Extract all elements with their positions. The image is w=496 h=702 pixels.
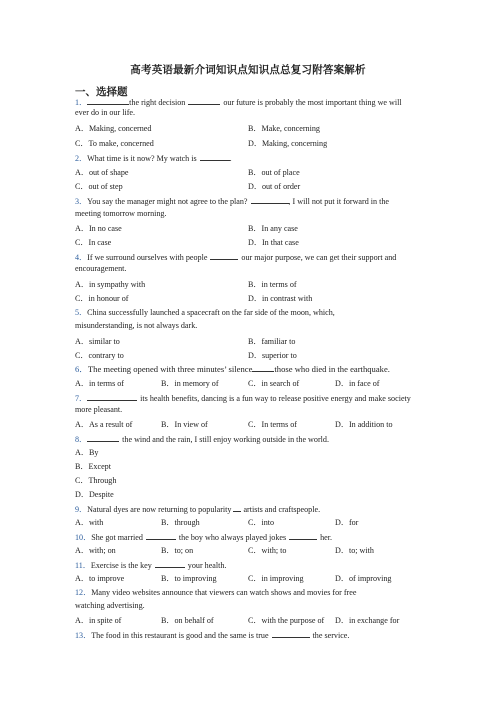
question-11: 11．Exercise is the key your health. bbox=[75, 561, 227, 570]
option-d[interactable]: D．in contrast with bbox=[248, 294, 313, 303]
option-d[interactable]: D．for bbox=[335, 518, 359, 527]
question-2: 2．What time is it now? My watch is . bbox=[75, 154, 232, 163]
option-d[interactable]: D．of improving bbox=[335, 574, 392, 583]
option-c[interactable]: C．into bbox=[248, 518, 275, 527]
option-d[interactable]: D．In that case bbox=[248, 238, 299, 247]
option-b[interactable]: B．familiar to bbox=[248, 337, 296, 346]
option-b[interactable]: B．through bbox=[161, 518, 200, 527]
option-d[interactable]: D．in face of bbox=[335, 379, 380, 388]
question-12-continuation: watching advertising. bbox=[75, 601, 145, 610]
option-b[interactable]: B．to improving bbox=[161, 574, 217, 583]
option-a[interactable]: A．In no case bbox=[75, 224, 122, 233]
option-a[interactable]: A．By bbox=[75, 448, 99, 457]
option-a[interactable]: A．Making, concerned bbox=[75, 124, 152, 133]
document-title: 高考英语最新介词知识点知识点总复习附答案解析 bbox=[130, 65, 366, 76]
option-a[interactable]: A．similar to bbox=[75, 337, 120, 346]
question-5: 5．China successfully launched a spacecraft on the far side of the moon, which, bbox=[75, 308, 335, 317]
option-d[interactable]: D．out of order bbox=[248, 182, 301, 191]
question-6: 6．The meeting opened with three minutes’ silence those who died in the earthquake. bbox=[75, 364, 390, 374]
question-3-continuation: meeting tomorrow morning. bbox=[75, 209, 167, 218]
question-3: 3．You say the manager might not agree to the plan? , I will not put it forward in the bbox=[75, 197, 389, 206]
option-d[interactable]: D．Making, concerning bbox=[248, 139, 328, 148]
option-c[interactable]: C．Through bbox=[75, 476, 117, 485]
option-b[interactable]: B．to; on bbox=[161, 546, 194, 555]
question-12: 12．Many video websites announce that viewers can watch shows and movies for free bbox=[75, 588, 357, 597]
question-8: 8． the wind and the rain, I still enjoy working outside in the world. bbox=[75, 435, 329, 444]
question-4-continuation: encouragement. bbox=[75, 264, 127, 273]
question-5-continuation: misunderstanding, is not always dark. bbox=[75, 321, 198, 330]
question-7: 7． its health benefits, dancing is a fun way to release positive energy and make society bbox=[75, 394, 411, 403]
option-c[interactable]: C．with the purpose of bbox=[248, 616, 325, 625]
option-c[interactable]: C．In case bbox=[75, 238, 112, 247]
question-number: 1． bbox=[75, 98, 88, 107]
option-a[interactable]: A．out of shape bbox=[75, 168, 129, 177]
option-d[interactable]: D．in exchange for bbox=[335, 616, 400, 625]
option-a[interactable]: A．As a result of bbox=[75, 420, 133, 429]
option-c[interactable]: C．To make, concerned bbox=[75, 139, 154, 148]
option-c[interactable]: C．In terms of bbox=[248, 420, 298, 429]
option-d[interactable]: D．In addition to bbox=[335, 420, 393, 429]
option-d[interactable]: D．superior to bbox=[248, 351, 297, 360]
option-c[interactable]: C．in improving bbox=[248, 574, 304, 583]
question-13: 13．The food in this restaurant is good and the same is true the service. bbox=[75, 631, 350, 640]
question-7-continuation: more pleasant. bbox=[75, 405, 123, 414]
question-9: 9．Natural dyes are now returning to popularity artists and craftspeople. bbox=[75, 505, 321, 514]
option-b[interactable]: B．out of place bbox=[248, 168, 300, 177]
option-b[interactable]: B．in memory of bbox=[161, 379, 219, 388]
option-b[interactable]: B．In view of bbox=[161, 420, 208, 429]
option-c[interactable]: C．in search of bbox=[248, 379, 300, 388]
section-heading: 一、选择题 bbox=[75, 87, 128, 98]
option-b[interactable]: B．Except bbox=[75, 462, 111, 471]
question-1: 1． the right decision our future is probably the most important thing we will bbox=[75, 98, 402, 107]
question-1-continuation: ever do in our life. bbox=[75, 108, 136, 117]
question-10: 10．She got married the boy who always played jokes her. bbox=[75, 533, 333, 542]
question-4: 4．If we surround ourselves with people our major purpose, we can get their support and bbox=[75, 253, 397, 262]
option-a[interactable]: A．in terms of bbox=[75, 379, 125, 388]
option-c[interactable]: C．with; to bbox=[248, 546, 287, 555]
option-c[interactable]: C．out of step bbox=[75, 182, 123, 191]
option-a[interactable]: A．to improve bbox=[75, 574, 125, 583]
option-d[interactable]: D．to; with bbox=[335, 546, 374, 555]
option-a[interactable]: A．with bbox=[75, 518, 104, 527]
option-b[interactable]: B．In any case bbox=[248, 224, 298, 233]
option-c[interactable]: C．in honour of bbox=[75, 294, 129, 303]
option-a[interactable]: A．in spite of bbox=[75, 616, 122, 625]
option-a[interactable]: A．in sympathy with bbox=[75, 280, 146, 289]
option-b[interactable]: B．on behalf of bbox=[161, 616, 214, 625]
option-d[interactable]: D．Despite bbox=[75, 490, 114, 499]
option-a[interactable]: A．with; on bbox=[75, 546, 116, 555]
option-c[interactable]: C．contrary to bbox=[75, 351, 124, 360]
option-b[interactable]: B．in terms of bbox=[248, 280, 297, 289]
option-b[interactable]: B．Make, concerning bbox=[248, 124, 320, 133]
